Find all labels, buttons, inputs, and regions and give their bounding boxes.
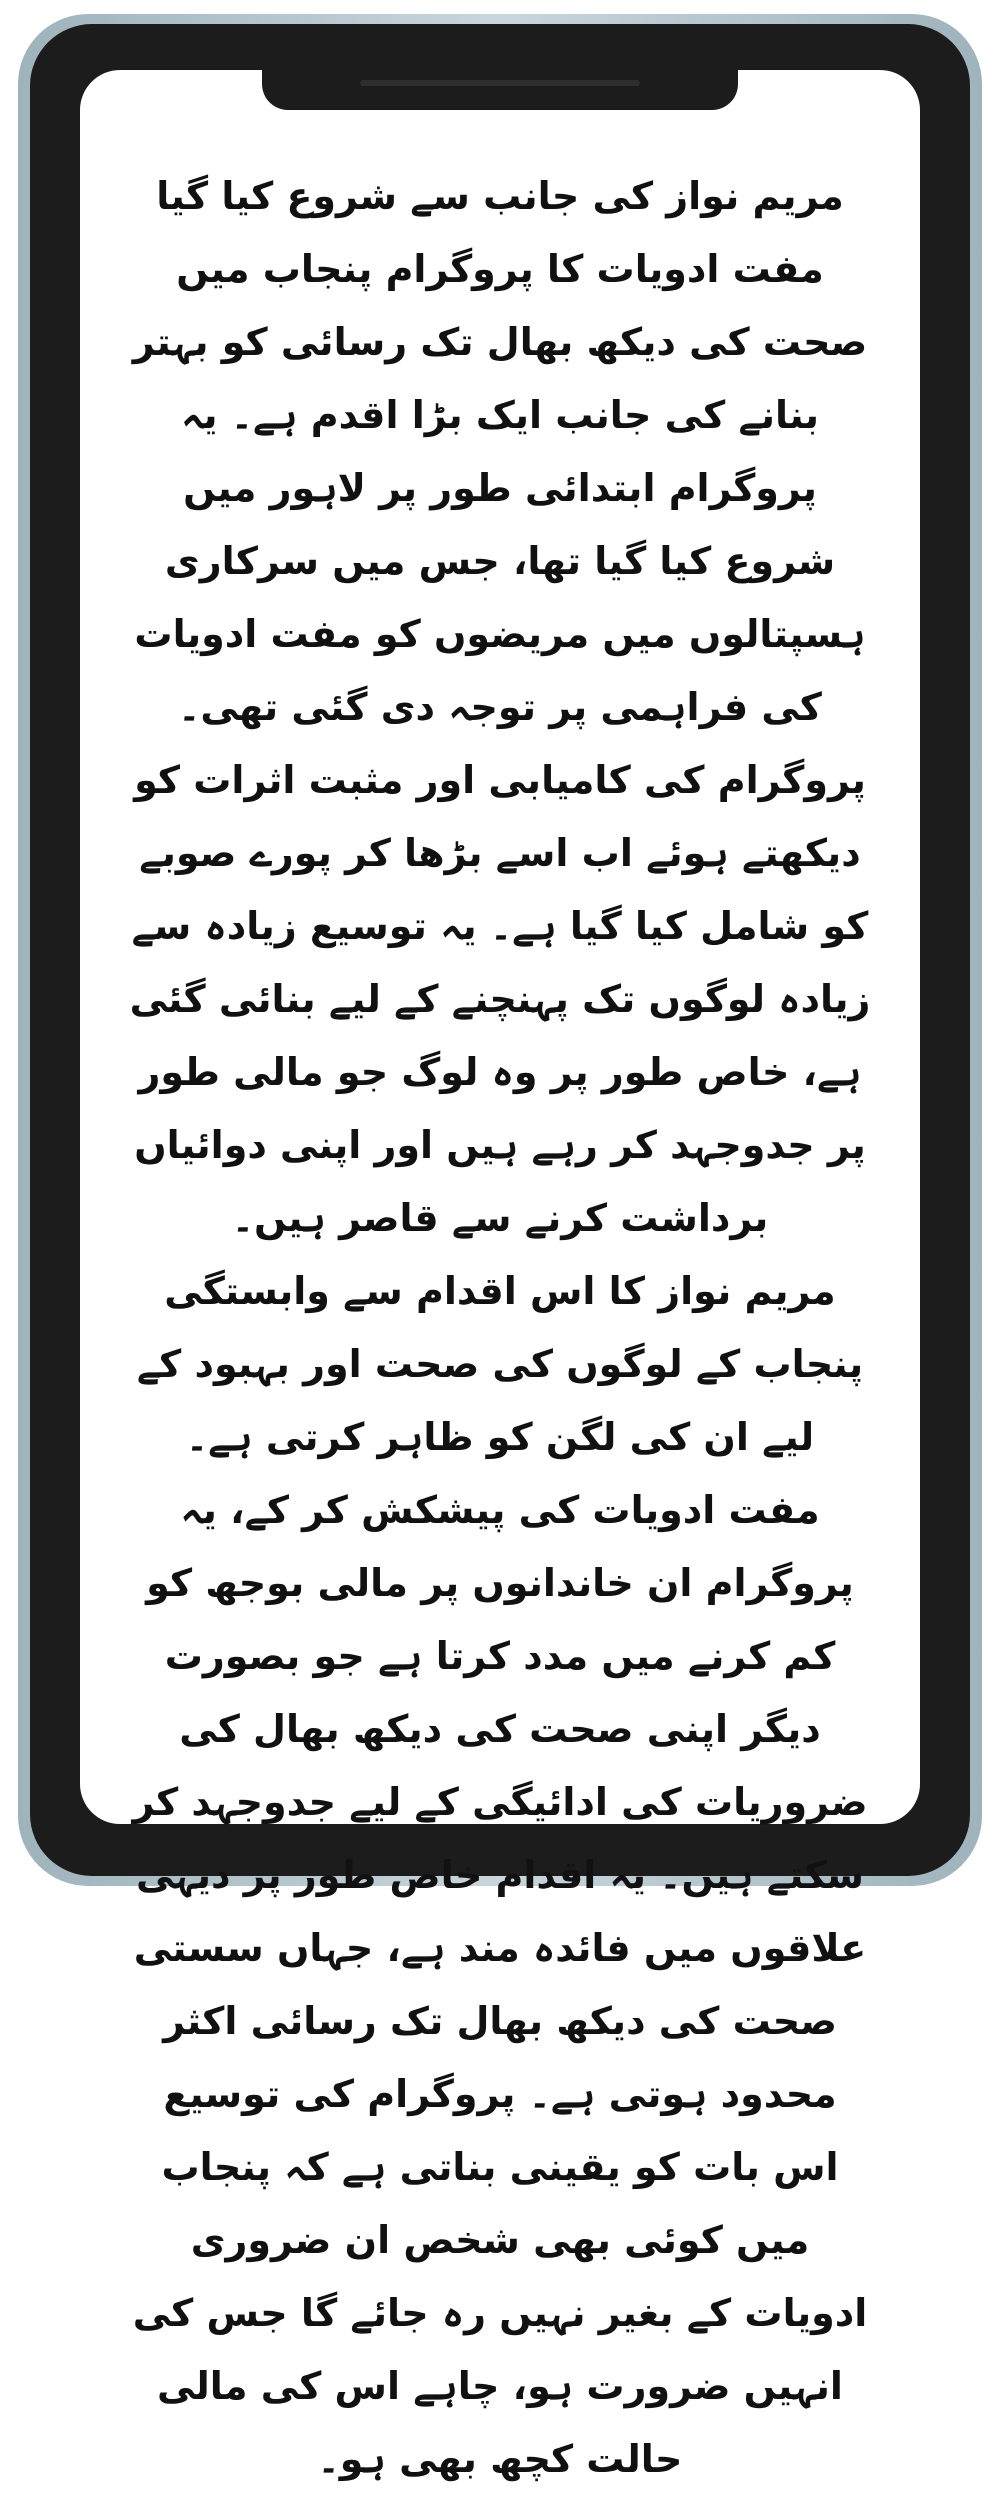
paragraph-2: مریم نواز کا اس اقدام سے وابستگی پنجاب کے لوگوں کی صحت اور بہبود کے لیے ان کی لگن کو ظاہر کرتی ہے۔ <box>136 1269 864 1459</box>
phone-notch <box>262 24 738 110</box>
phone-screen <box>80 70 920 2481</box>
paragraph-3: مفت ادویات کی پیشکش کر کے، یہ پروگرام ان خاندانوں پر مالی بوجھ کو کم کرنے میں مدد کرتا ہے جو بصورت دیگر اپنی صحت کی دیکھ بھال کی ضروریات کی ادائیگی کے لیے جدوجہد کر سکتے ہیں۔ یہ اقدام خاص طور پر دیہی علاقوں میں فائدہ مند ہے، جہاں سستی صحت کی دیکھ بھال تک رسائی اکثر محدود ہوتی ہے۔ پروگرام کی توسیع اس بات کو یقینی بناتی ہے کہ پنجاب میں کوئی بھی شخص ان ضروری ادویات کے بغیر نہیں رہ جائے گا جس کی انہیں ضرورت ہو، چاہے اس کی مالی حالت کچھ بھی ہو۔ <box>132 1488 868 2481</box>
paragraph-1: مریم نواز کی جانب سے شروع کیا گیا مفت ادویات کا پروگرام پنجاب میں صحت کی دیکھ بھال تک رسائی کو بہتر بنانے کی جانب ایک بڑا اقدم ہے۔ یہ پروگرام ابتدائی طور پر لاہور میں شروع کیا گیا تھا، جس میں سرکاری ہسپتالوں میں مریضوں کو مفت ادویات کی فراہمی پر توجہ دی گئی تھی۔ پروگرام کی کامیابی اور مثبت اثرات کو دیکھتے ہوئے اب اسے بڑھا کر پورے صوبے کو شامل کیا گیا ہے۔ یہ توسیع زیادہ سے زیادہ لوگوں تک پہنچنے کے لیے بنائی گئی ہے، خاص طور پر وہ لوگ جو مالی طور پر جدوجہد کر رہے ہیں اور اپنی دوائیاں برداشت کرنے سے قاصر ہیں۔ <box>129 174 871 1240</box>
speaker-grille <box>360 80 640 86</box>
article-body <box>80 160 920 2496</box>
